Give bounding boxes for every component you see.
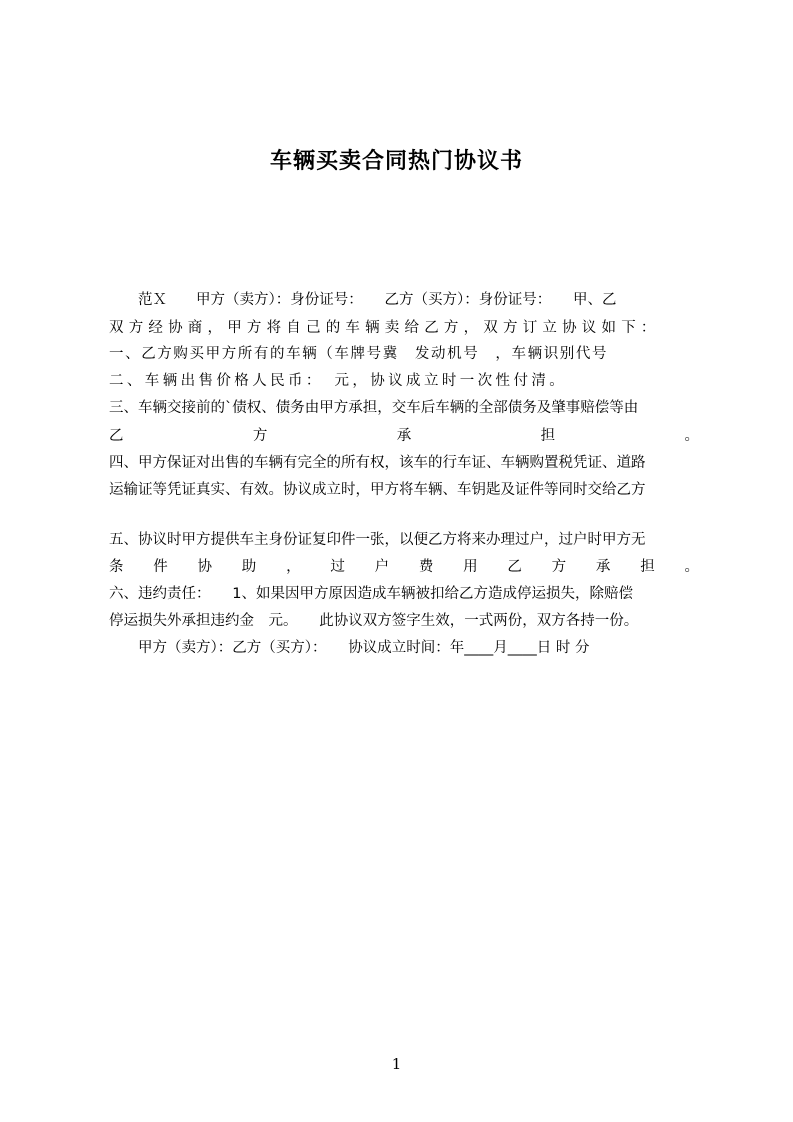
paragraph-line: 运输证等凭证真实、有效。协议成立时，甲方将车辆、车钥匙及证件等同时交给乙方 (109, 482, 646, 498)
spread-char: 。 (684, 428, 699, 444)
spread-char: 件 (153, 559, 168, 575)
spread-char: 乙 (109, 428, 124, 444)
spread-char: 过 (330, 559, 345, 575)
spread-char: 协 (197, 559, 213, 575)
spread-line (109, 426, 699, 446)
spread-char: 费 (418, 559, 434, 575)
paragraph-line (109, 318, 699, 338)
paragraph-line: 二、车辆出售价格人民币： 元，协议成立时一次性付清。 (109, 373, 568, 389)
spread-char: 承 (396, 428, 412, 444)
spread-char: 条 (109, 559, 124, 575)
page-number: 1 (391, 1055, 402, 1073)
paragraph-line: 三、车辆交接前的`债权、债务由甲方承担，交车后车辆的全部债务及肇事赔偿等由 (109, 400, 639, 416)
spread-char: ， (286, 559, 301, 575)
paragraph-line: 停运损失外承担违约金 元。 此协议双方签字生效，一式两份，双方各持一份。 (109, 613, 639, 629)
paragraph-line: 范Ｘ 甲方（卖方）：身份证号： 乙方（买方）：身份证号： 甲、乙 (109, 292, 617, 308)
paragraph-line: 六、违约责任： 1、如果因甲方原因造成车辆被扣给乙方造成停运损失，除赔偿 (109, 586, 633, 602)
paragraph-line: 四、甲方保证对出售的车辆有完全的所有权，该车的行车证、车辆购置税凭证、道路 (109, 455, 646, 471)
line-text: 双方经协商，甲方将自己的车辆卖给乙方，双方订立协议如下： (109, 320, 661, 336)
spread-char: 户 (374, 559, 390, 575)
spread-line (109, 557, 699, 577)
spread-char: 方 (551, 559, 567, 575)
spread-char: 乙 (507, 559, 522, 575)
spread-char: 。 (684, 559, 699, 575)
spread-char: 承 (595, 559, 611, 575)
spread-char: 担 (540, 428, 556, 444)
paragraph-line: 五、协议时甲方提供车主身份证复印件一张，以便乙方将来办理过户，过户时甲方无 (109, 532, 646, 548)
signature-line: 甲方（卖方）：乙方（买方）： 协议成立时间：年____月____日 时 分 (109, 640, 590, 656)
spread-char: 方 (252, 428, 268, 444)
spread-char: 担 (640, 559, 655, 575)
paragraph-line: 一、乙方购买甲方所有的车辆（车牌号冀 发动机号 ，车辆识别代号 (109, 346, 609, 362)
spread-char: 用 (463, 559, 478, 575)
document-title: 车辆买卖合同热门协议书 (269, 149, 523, 174)
spread-char: 助 (241, 559, 257, 575)
